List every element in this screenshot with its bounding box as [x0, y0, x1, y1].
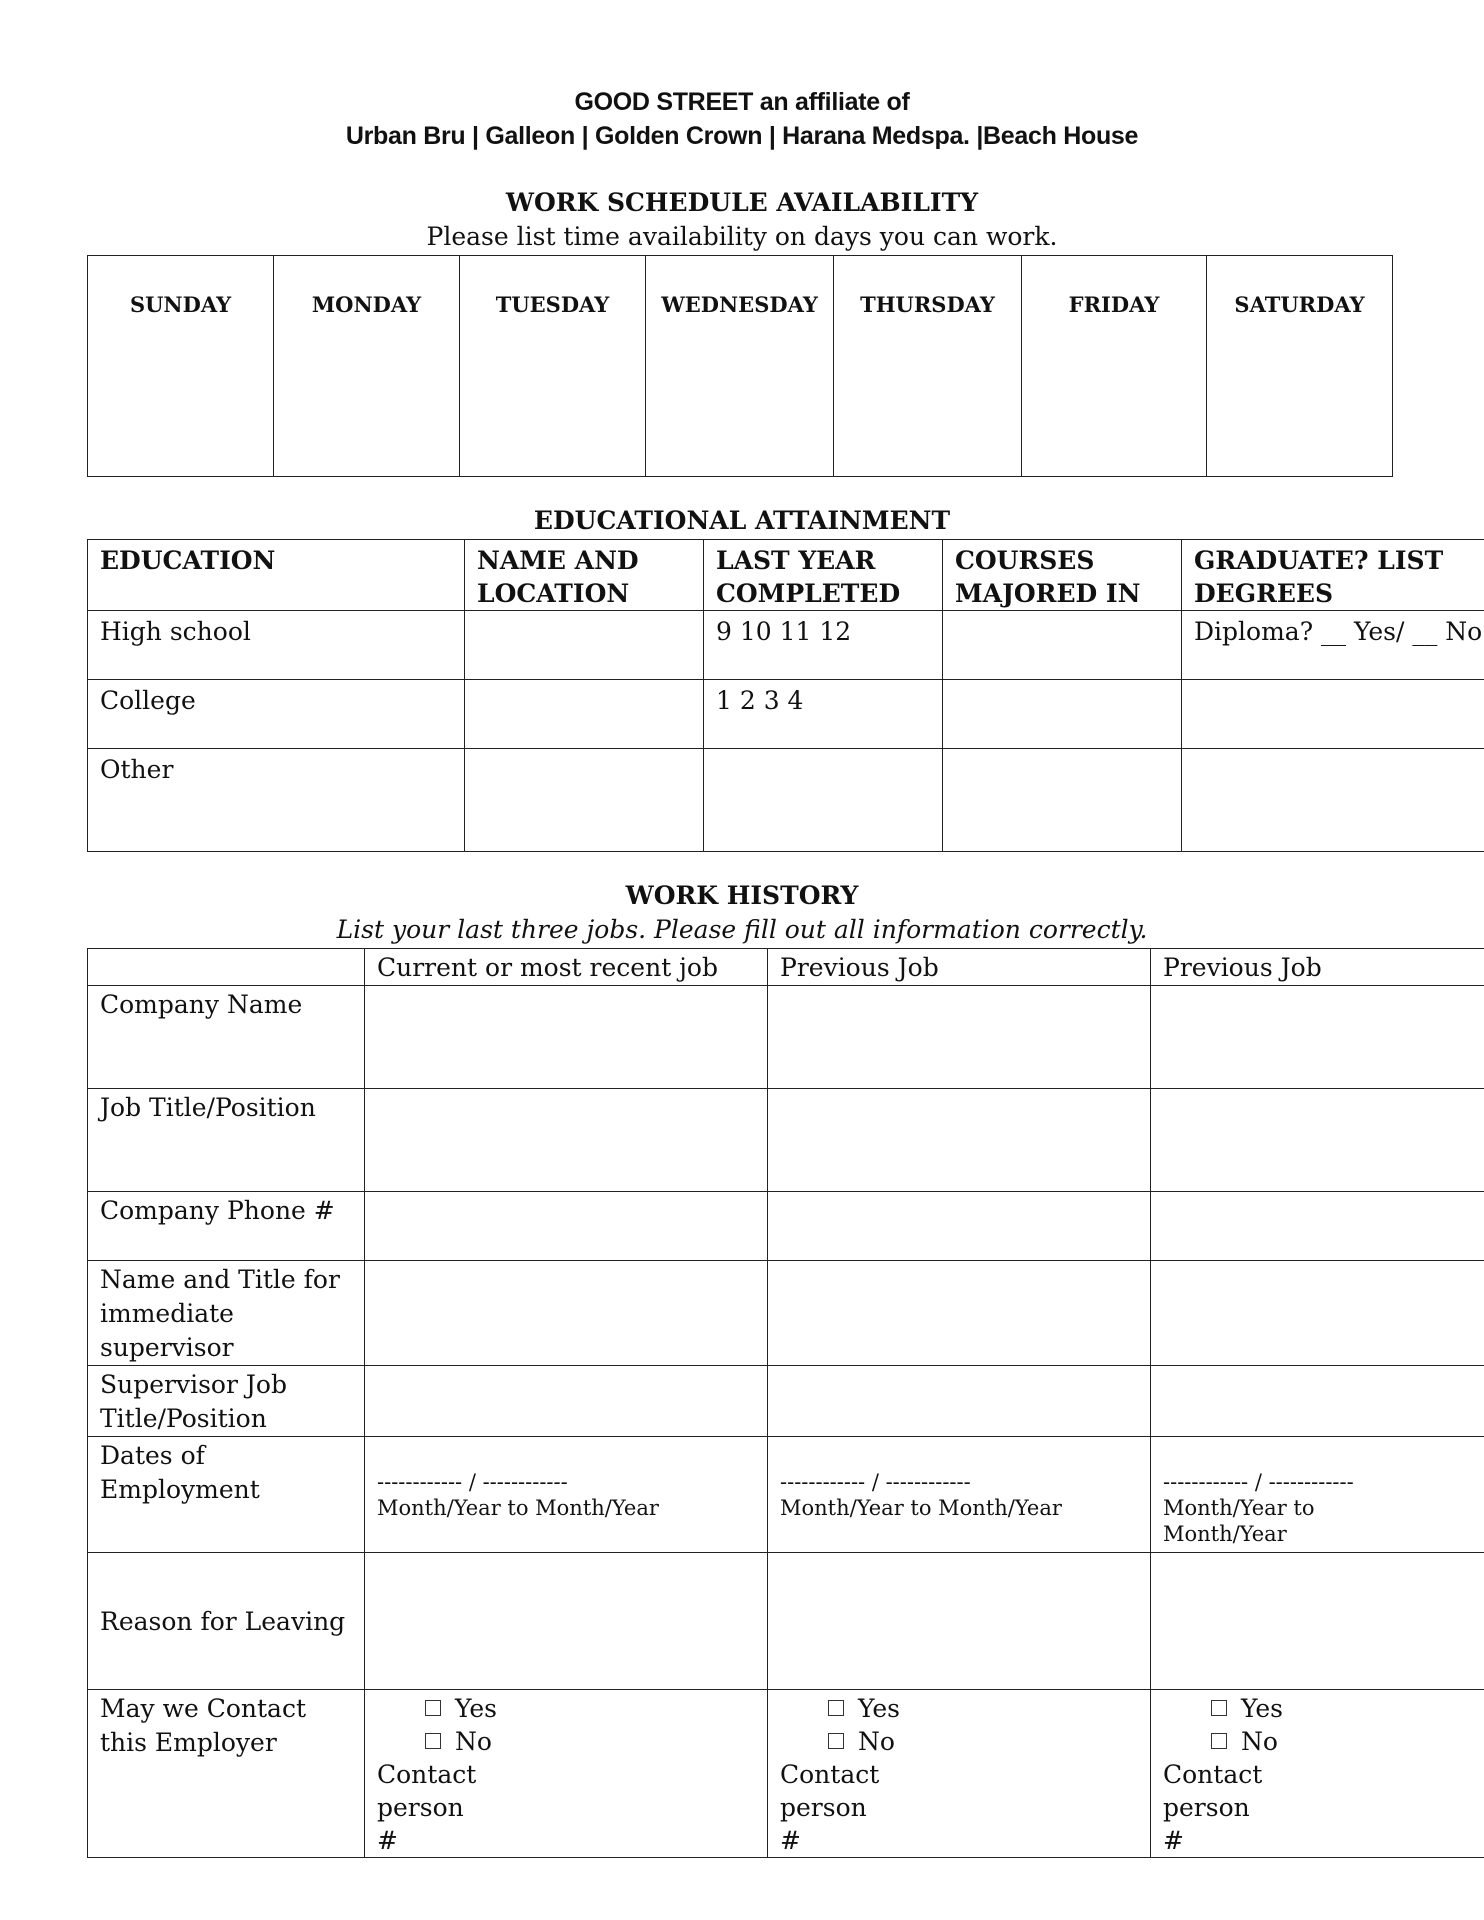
input-cell[interactable] — [768, 1089, 1151, 1192]
contact-yes-option[interactable] — [377, 1692, 755, 1725]
edu-cell-graduate[interactable] — [1182, 749, 1484, 852]
row-label: Supervisor Job Title/Position — [88, 1366, 365, 1437]
schedule-title: WORK SCHEDULE AVAILABILITY — [505, 188, 979, 217]
edu-header-last-year: LAST YEAR COMPLETED — [704, 540, 943, 611]
yes-label: Yes — [1241, 1694, 1283, 1723]
contact-yes-option[interactable] — [1163, 1692, 1484, 1725]
no-label: No — [455, 1727, 492, 1756]
work-history-table — [87, 948, 1484, 1858]
no-label: No — [858, 1727, 895, 1756]
row-label: Name and Title for immediate supervisor — [88, 1261, 365, 1366]
row-label: Company Phone # — [88, 1192, 365, 1261]
schedule-day-friday[interactable]: FRIDAY — [1022, 256, 1207, 477]
input-cell[interactable] — [768, 1553, 1151, 1690]
schedule-day-sunday[interactable]: SUNDAY — [88, 256, 274, 477]
input-cell[interactable] — [365, 1366, 768, 1437]
work-row-company-name — [88, 986, 1484, 1089]
edu-cell-name-location[interactable] — [465, 611, 704, 680]
dates-label: Month/Year to Month/Year — [780, 1496, 1062, 1520]
input-cell[interactable] — [365, 1553, 768, 1690]
work-subtitle: List your last three jobs. Please fill out all information correctly. — [336, 915, 1148, 944]
contact-person-label: Contact person # — [1163, 1760, 1263, 1855]
schedule-day-wednesday[interactable]: WEDNESDAY — [646, 256, 834, 477]
edu-cell-graduate[interactable] — [1182, 680, 1484, 749]
input-cell[interactable] — [1151, 986, 1484, 1089]
input-cell[interactable] — [365, 1261, 768, 1366]
contact-cell — [365, 1690, 768, 1858]
input-cell[interactable] — [1151, 1261, 1484, 1366]
row-label: Dates of Employment — [88, 1437, 365, 1553]
work-title: WORK HISTORY — [625, 881, 859, 910]
header-line-2: Urban Bru | Galleon | Golden Crown | Harana Medspa. |Beach House — [345, 122, 1139, 150]
dates-label: Month/Year to Month/Year — [377, 1496, 659, 1520]
checkbox-icon[interactable] — [1211, 1700, 1227, 1716]
education-table — [87, 539, 1484, 852]
edu-cell-last-year[interactable]: 1 2 3 4 — [704, 680, 943, 749]
input-cell[interactable] — [365, 1192, 768, 1261]
input-cell[interactable] — [365, 986, 768, 1089]
checkbox-icon[interactable] — [1211, 1733, 1227, 1749]
contact-cell — [768, 1690, 1151, 1858]
dates-cell[interactable] — [365, 1437, 768, 1553]
row-label: Company Name — [88, 986, 365, 1089]
contact-no-option[interactable] — [377, 1725, 755, 1758]
row-label: May we Contact this Employer — [88, 1690, 365, 1858]
checkbox-icon[interactable] — [425, 1700, 441, 1716]
checkbox-icon[interactable] — [425, 1733, 441, 1749]
work-row-reason — [88, 1553, 1484, 1690]
work-row-contact — [88, 1690, 1484, 1858]
schedule-day-tuesday[interactable]: TUESDAY — [460, 256, 646, 477]
input-cell[interactable] — [768, 1366, 1151, 1437]
work-row-job-title — [88, 1089, 1484, 1192]
input-cell[interactable] — [768, 986, 1151, 1089]
edu-cell-courses[interactable] — [943, 611, 1182, 680]
dates-dash: ------------ / ------------ — [1163, 1470, 1354, 1494]
yes-label: Yes — [455, 1694, 497, 1723]
dates-cell[interactable] — [1151, 1437, 1484, 1553]
dates-label: Month/Year to Month/Year — [1163, 1496, 1315, 1546]
edu-row-high-school — [88, 611, 1484, 680]
row-label: Job Title/Position — [88, 1089, 365, 1192]
edu-cell-last-year[interactable]: 9 10 11 12 — [704, 611, 943, 680]
contact-yes-option[interactable] — [780, 1692, 1138, 1725]
input-cell[interactable] — [1151, 1089, 1484, 1192]
edu-cell-graduate[interactable]: Diploma? __ Yes/ __ No — [1182, 611, 1484, 680]
edu-row-other — [88, 749, 1484, 852]
edu-cell-courses[interactable] — [943, 680, 1182, 749]
dates-cell[interactable] — [768, 1437, 1151, 1553]
input-cell[interactable] — [365, 1089, 768, 1192]
schedule-day-thursday[interactable]: THURSDAY — [834, 256, 1022, 477]
contact-person-label: Contact person # — [377, 1760, 477, 1855]
schedule-table — [87, 255, 1393, 477]
edu-row-college — [88, 680, 1484, 749]
work-row-supervisor-title — [88, 1366, 1484, 1437]
checkbox-icon[interactable] — [828, 1733, 844, 1749]
contact-cell — [1151, 1690, 1484, 1858]
work-header-current: Current or most recent job — [365, 949, 768, 986]
edu-header-name-location: NAME AND LOCATION — [465, 540, 704, 611]
edu-cell-label: College — [88, 680, 465, 749]
schedule-day-saturday[interactable]: SATURDAY — [1207, 256, 1393, 477]
work-header-previous-2: Previous Job — [1151, 949, 1484, 986]
edu-header-courses: COURSES MAJORED IN — [943, 540, 1182, 611]
schedule-day-monday[interactable]: MONDAY — [274, 256, 460, 477]
edu-cell-name-location[interactable] — [465, 749, 704, 852]
schedule-subtitle: Please list time availability on days you can work. — [426, 222, 1058, 251]
education-title: EDUCATIONAL ATTAINMENT — [533, 506, 951, 535]
row-label: Reason for Leaving — [88, 1553, 365, 1690]
contact-person-label: Contact person # — [780, 1760, 880, 1855]
work-row-company-phone — [88, 1192, 1484, 1261]
work-header-blank — [88, 949, 365, 986]
edu-cell-courses[interactable] — [943, 749, 1182, 852]
edu-header-graduate: GRADUATE? LIST DEGREES — [1182, 540, 1484, 611]
edu-cell-name-location[interactable] — [465, 680, 704, 749]
no-label: No — [1241, 1727, 1278, 1756]
dates-dash: ------------ / ------------ — [780, 1470, 971, 1494]
dates-dash: ------------ / ------------ — [377, 1470, 568, 1494]
contact-no-option[interactable] — [1163, 1725, 1484, 1758]
edu-header-education: EDUCATION — [88, 540, 465, 611]
work-row-dates — [88, 1437, 1484, 1553]
contact-no-option[interactable] — [780, 1725, 1138, 1758]
input-cell[interactable] — [1151, 1192, 1484, 1261]
input-cell[interactable] — [1151, 1553, 1484, 1690]
work-header-previous-1: Previous Job — [768, 949, 1151, 986]
header-line-1: GOOD STREET an affiliate of — [574, 88, 910, 116]
input-cell[interactable] — [768, 1192, 1151, 1261]
work-row-supervisor-name — [88, 1261, 1484, 1366]
edu-cell-last-year[interactable] — [704, 749, 943, 852]
input-cell[interactable] — [768, 1261, 1151, 1366]
yes-label: Yes — [858, 1694, 900, 1723]
edu-cell-label: High school — [88, 611, 465, 680]
checkbox-icon[interactable] — [828, 1700, 844, 1716]
input-cell[interactable] — [1151, 1366, 1484, 1437]
edu-cell-label: Other — [88, 749, 465, 852]
